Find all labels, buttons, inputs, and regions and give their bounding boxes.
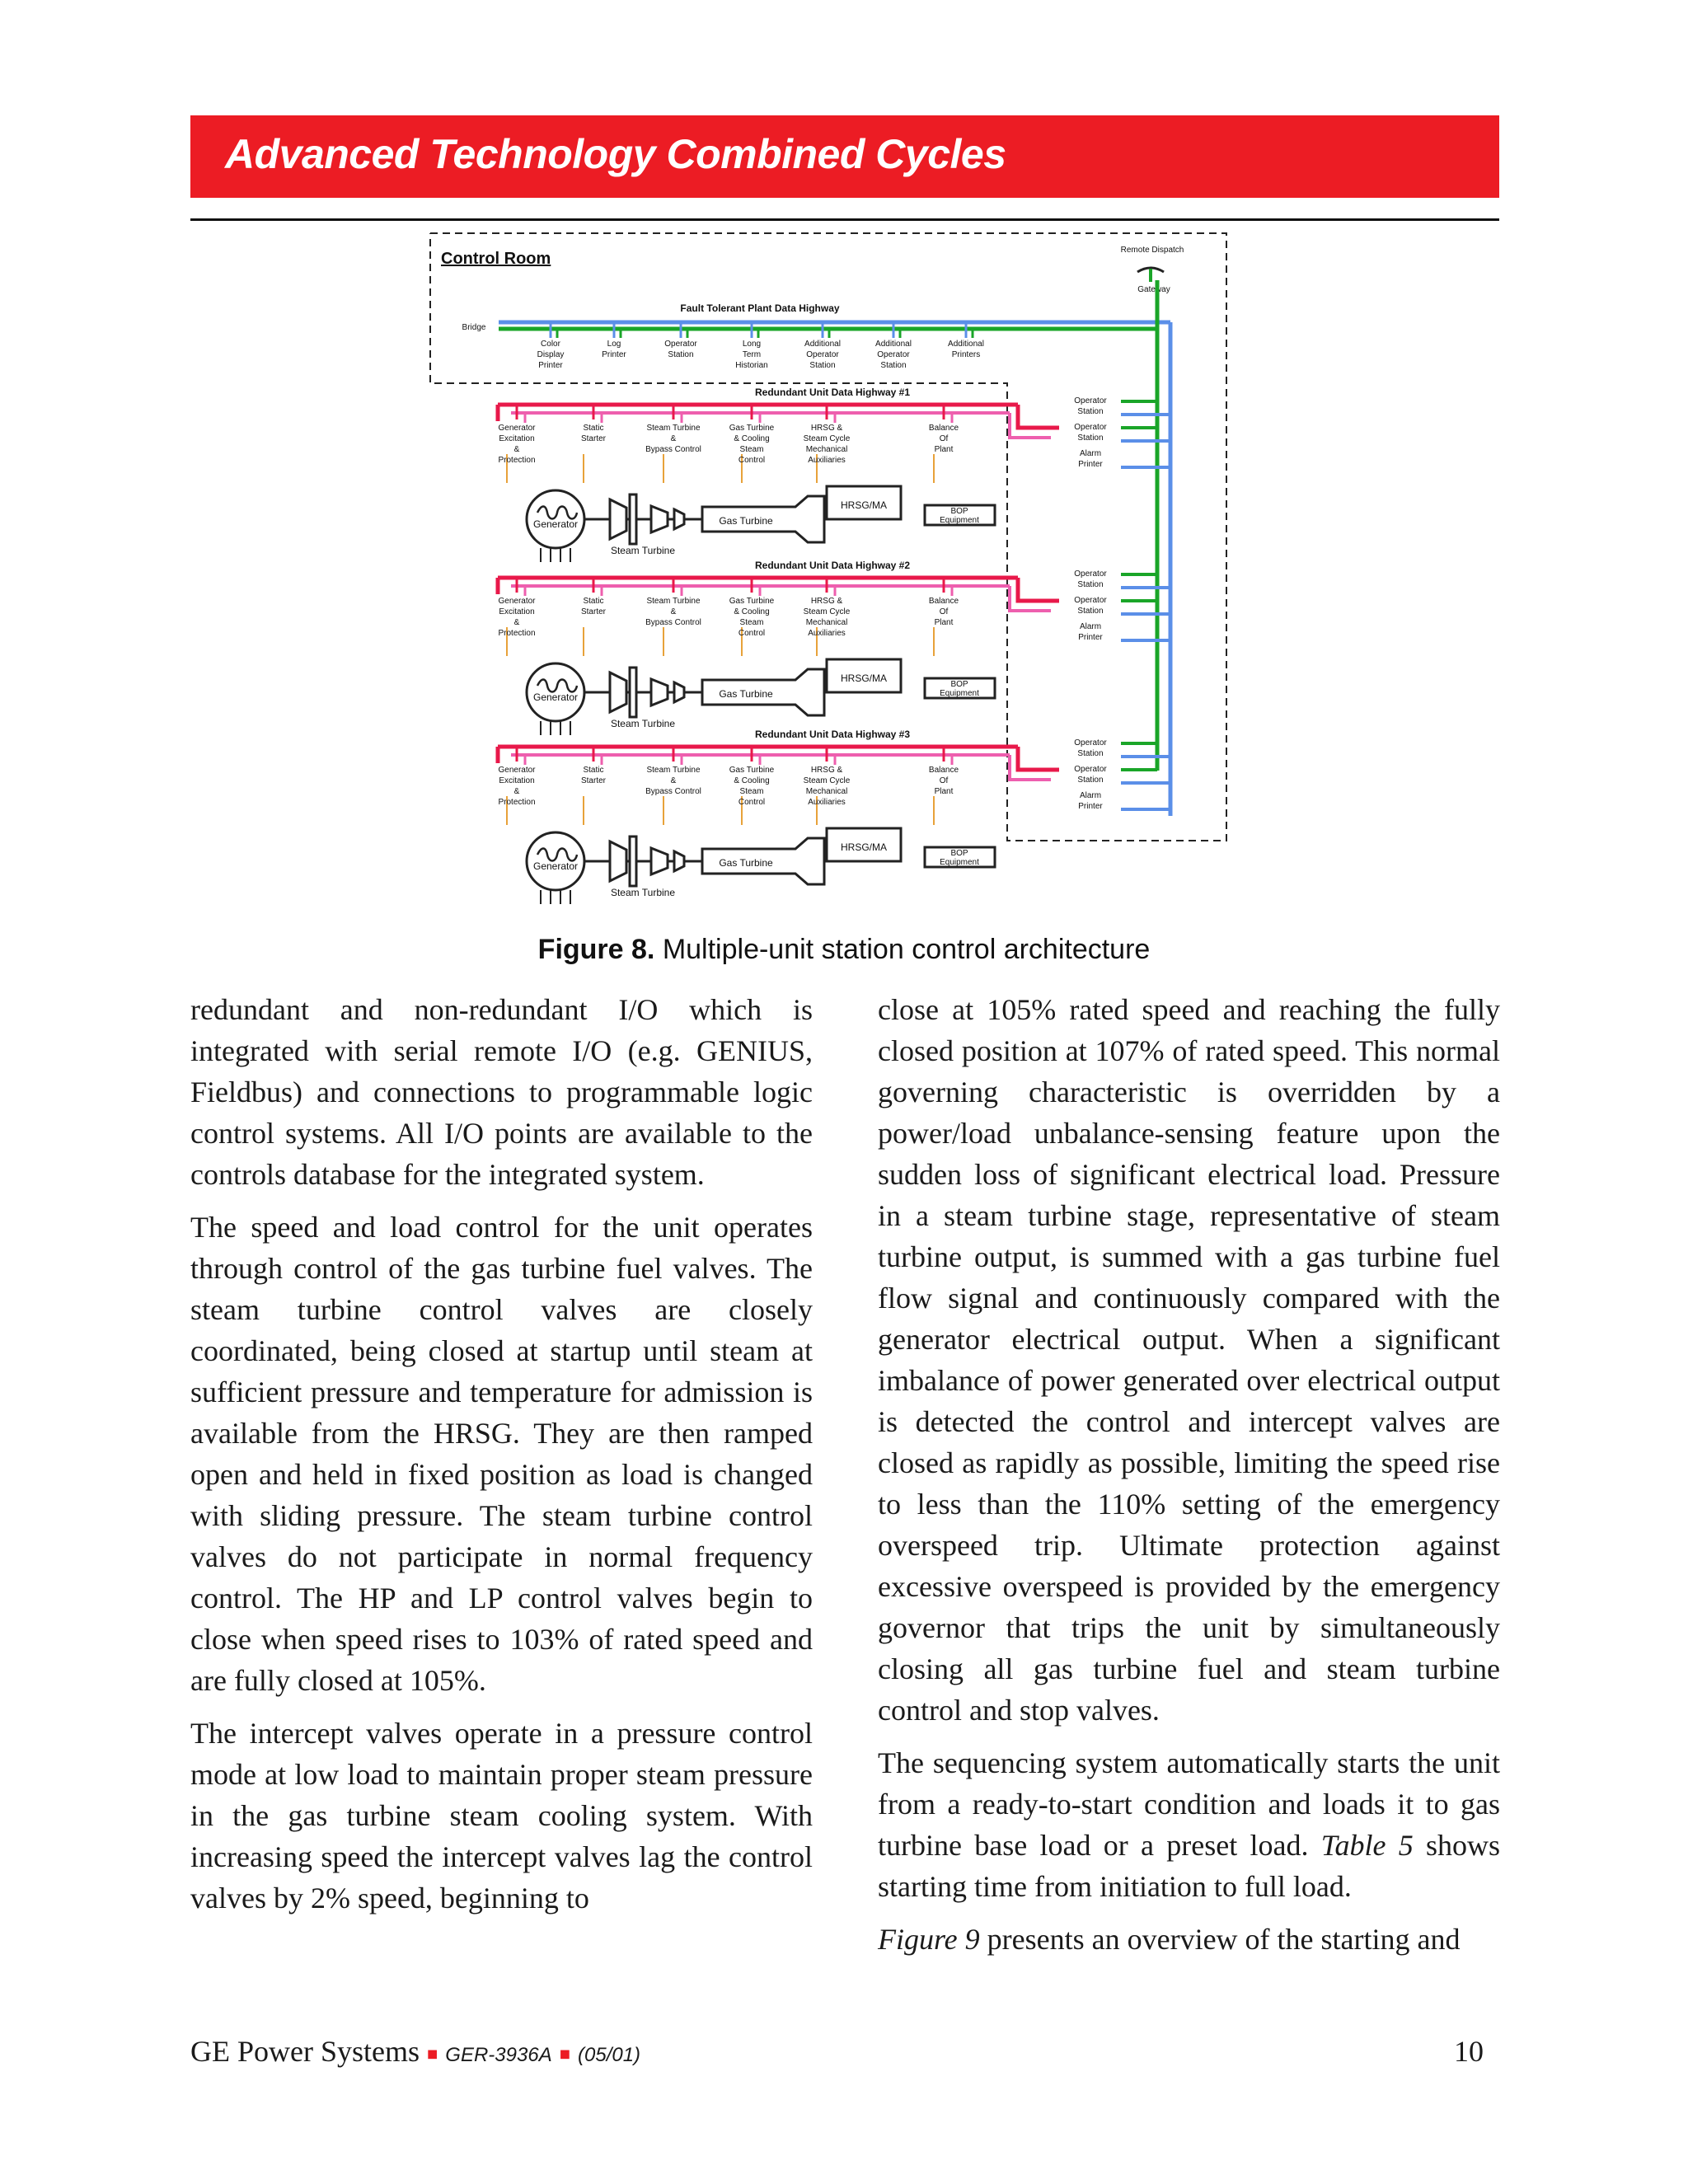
unit-controller-label: Generator [498, 597, 536, 606]
unit-controller-label: Of [939, 434, 949, 443]
unit-side-device-label: Operator [1074, 423, 1107, 432]
figure-caption [0, 934, 1688, 966]
generator-label: Generator [532, 691, 579, 703]
unit-controller-label: Plant [934, 445, 954, 454]
unit-side-device-label: Alarm [1079, 622, 1102, 631]
unit-controller-label: Steam Cycle [803, 607, 851, 616]
unit-controller-label: Gas Turbine [729, 597, 775, 606]
unit-controller-label: & [670, 434, 677, 443]
unit-controller-label: Gas Turbine [729, 424, 775, 433]
bop-label: Equipment [940, 689, 979, 698]
generator-label: Generator [532, 518, 579, 530]
unit-controller-label: Protection [498, 629, 536, 638]
unit-side-device-label: Operator [1074, 765, 1107, 774]
steam-turbine-ip-icon [630, 668, 636, 717]
unit-side-device-label: Station [1077, 407, 1104, 416]
unit-controller-label: Steam Turbine [646, 597, 701, 606]
steam-turbine-lp-icon [674, 851, 684, 871]
unit-controller-label: Balance [928, 424, 959, 433]
steam-turbine-label: Steam Turbine [610, 887, 676, 898]
unit-controller-label: & [513, 445, 520, 454]
device-label: Operator [877, 350, 910, 359]
steam-turbine-ip-icon [630, 494, 636, 544]
remote-dispatch-label: Remote Dispatch [1120, 246, 1184, 255]
paragraph: The intercept valves operate in a pressure control mode at low load to maintain proper steam pressure in the gas turbine steam cooling system. With increasing speed the intercept valves lag the control valves by 2% speed, beginning to [190, 1717, 813, 1915]
figure-reference: Figure 9 [878, 1923, 980, 1956]
steam-turbine-hp-icon [610, 841, 626, 881]
steam-turbine-lp-icon [674, 509, 684, 529]
unit-side-device-label: Station [1077, 607, 1104, 616]
bop-label: Equipment [940, 516, 979, 525]
bridge-label: Bridge [462, 323, 486, 332]
unit-controller-label: Control [738, 798, 766, 807]
unit-controller-label: HRSG & [810, 766, 843, 775]
bop-label: BOP [950, 849, 968, 858]
device-label: Operator [664, 340, 697, 349]
unit-controller-label: Static [583, 766, 604, 775]
fault-tolerant-highway-label: Fault Tolerant Plant Data Highway [680, 302, 840, 314]
unit-controller-label: Bypass Control [645, 618, 701, 627]
unit-controller-label: Static [583, 424, 604, 433]
unit-controller-label: Excitation [499, 776, 535, 785]
device-label: Additional [804, 340, 841, 349]
footer-document-code: GER-3936A [445, 2044, 552, 2066]
unit-controller-label: Starter [580, 434, 607, 443]
unit-controller-label: Generator [498, 766, 536, 775]
unit-side-device-label: Station [1077, 434, 1104, 443]
unit-side-device-label: Operator [1074, 596, 1107, 605]
unit-side-device-label: Printer [1078, 802, 1103, 811]
steam-turbine-lp-icon [651, 679, 668, 705]
device-label: Printers [951, 350, 981, 359]
unit-controller-label: Balance [928, 597, 959, 606]
unit-controller-label: Steam [739, 445, 764, 454]
unit-controller-label: Static [583, 597, 604, 606]
unit-controller-label: Mechanical [805, 445, 848, 454]
unit-controller-label: HRSG & [810, 597, 843, 606]
gas-turbine-label: Gas Turbine [719, 688, 773, 700]
figure-caption-text: Multiple-unit station control architecture [662, 934, 1151, 965]
device-label: Log [607, 340, 621, 349]
bop-label: BOP [950, 680, 968, 689]
unit-controller-label: Balance [928, 766, 959, 775]
unit-controller-label: Bypass Control [645, 445, 701, 454]
device-label: Display [537, 350, 565, 359]
unit-controller-label: Excitation [499, 434, 535, 443]
unit-controller-label: Steam Turbine [646, 766, 701, 775]
unit-controller-label: Control [738, 629, 766, 638]
footer-company: GE Power Systems [190, 2035, 420, 2068]
steam-turbine-label: Steam Turbine [610, 718, 676, 729]
unit-side-device-label: Operator [1074, 396, 1107, 405]
paragraph [878, 1742, 1500, 1907]
device-label: Operator [806, 350, 839, 359]
footer-date: (05/01) [578, 2044, 641, 2066]
unit-highway-label: Redundant Unit Data Highway #1 [754, 387, 911, 398]
unit-controller-label: & Cooling [734, 434, 770, 443]
device-label: Station [809, 361, 836, 370]
device-label: Printer [538, 361, 563, 370]
unit-controller-label: & [513, 618, 520, 627]
unit-side-device-label: Station [1077, 580, 1104, 589]
unit-highway-red [1018, 578, 1059, 601]
hrsg-label: HRSG/MA [840, 499, 888, 511]
gas-turbine-label: Gas Turbine [719, 515, 773, 527]
gateway-label: Gateway [1137, 285, 1170, 294]
unit-controller-label: Plant [934, 787, 954, 796]
unit-controller-label: Generator [498, 424, 536, 433]
page-footer [190, 2034, 640, 2069]
footer-separator-icon: ■ [559, 2043, 570, 2064]
unit-controller-label: Protection [498, 456, 536, 465]
bop-label: Equipment [940, 858, 979, 867]
unit-controller-label: Gas Turbine [729, 766, 775, 775]
unit-highway-label: Redundant Unit Data Highway #3 [754, 729, 911, 740]
unit-side-device-label: Alarm [1079, 791, 1102, 800]
unit-controller-label: Control [738, 456, 766, 465]
unit-controller-label: Bypass Control [645, 787, 701, 796]
device-label: Term [742, 350, 762, 359]
unit-controller-label: Plant [934, 618, 954, 627]
unit-side-device-label: Printer [1078, 633, 1103, 642]
unit-controller-label: Starter [580, 776, 607, 785]
unit-controller-label: Auxiliaries [808, 629, 846, 638]
device-label: Color [541, 340, 560, 349]
unit-controller-label: Mechanical [805, 618, 848, 627]
unit-controller-label: & [670, 607, 677, 616]
table-reference: Table 5 [1320, 1829, 1414, 1862]
unit-controller-label: HRSG & [810, 424, 843, 433]
device-label: Station [668, 350, 694, 359]
footer-separator-icon: ■ [427, 2043, 438, 2064]
unit-controller-label: Auxiliaries [808, 798, 846, 807]
device-label: Additional [948, 340, 984, 349]
device-label: Station [880, 361, 907, 370]
unit-controller-label: Auxiliaries [808, 456, 846, 465]
unit-controller-label: & Cooling [734, 607, 770, 616]
device-label: Additional [875, 340, 912, 349]
gas-turbine-label: Gas Turbine [719, 857, 773, 869]
unit-controller-label: Steam [739, 787, 764, 796]
page-number: 10 [1454, 2035, 1484, 2068]
steam-turbine-lp-icon [651, 506, 668, 532]
unit-controller-label: & [513, 787, 520, 796]
unit-controller-label: Of [939, 607, 949, 616]
page-header-title: Advanced Technology Combined Cycles [225, 131, 1006, 177]
unit-side-device-label: Operator [1074, 569, 1107, 579]
steam-turbine-label: Steam Turbine [610, 545, 676, 556]
unit-side-device-label: Station [1077, 776, 1104, 785]
steam-turbine-lp-icon [651, 848, 668, 874]
unit-side-device-label: Printer [1078, 460, 1103, 469]
unit-controller-label: Steam Cycle [803, 434, 851, 443]
device-label: Printer [602, 350, 626, 359]
steam-turbine-hp-icon [610, 499, 626, 539]
paragraph: The speed and load control for the unit operates through control of the gas turbine fuel valves. The steam turbine control valves are closely coordinated, being closed at startup until steam at sufficient pressure and temperature for admission is available from the HRSG. They are then ramped open and held in fixed position as load is changed with sliding pressure. The steam turbine control valves do not participate in normal frequency control. The HP and LP control valves begin to close when speed rises to 103% of rated speed and are fully closed at 105%. [190, 1211, 813, 1697]
device-label: Long [742, 340, 762, 349]
hrsg-label: HRSG/MA [840, 673, 888, 684]
bop-label: BOP [950, 507, 968, 516]
paragraph-text: presents an overview of the starting and [987, 1923, 1461, 1956]
right-column [878, 989, 1500, 1971]
figure-label: Figure 8. [537, 934, 655, 965]
unit-controller-label: Protection [498, 798, 536, 807]
device-label: Historian [735, 361, 768, 370]
control-room-title: Control Room [441, 250, 551, 268]
unit-controller-label: Mechanical [805, 787, 848, 796]
unit-side-device-label: Station [1077, 749, 1104, 758]
unit-controller-label: Excitation [499, 607, 535, 616]
left-column [190, 989, 813, 1930]
unit-highway-label: Redundant Unit Data Highway #2 [754, 560, 911, 571]
unit-controller-label: Starter [580, 607, 607, 616]
paragraph-text: The sequencing system automatically starts the unit from a ready-to-start condition and loads it to gas turbine base load or a preset load. [878, 1746, 1500, 1862]
unit-side-device-label: Operator [1074, 738, 1107, 748]
generator-label: Generator [532, 860, 579, 872]
unit-highway-red [1018, 747, 1059, 770]
paragraph: redundant and non-redundant I/O which is integrated with serial remote I/O (e.g. GENIUS, Fieldbus) and connections to programmable logic control systems. All I/O points are available to the controls database for the integrated system. [190, 993, 813, 1191]
unit-controller-label: Steam [739, 618, 764, 627]
paragraph: close at 105% rated speed and reaching the fully closed position at 107% of rated speed. This normal governing characteristic is overridden by a power/load unbalance-sensing feature upon the sudden loss of significant electrical load. Pressure in a steam turbine stage, representative of steam turbine output, is summed with a gas turbine fuel flow signal and continuously compared with the generator electrical output. When a significant imbalance of power generated over electrical output is detected the control and intercept valves are closed as rapidly as possible, limiting the speed rise to less than the 110% setting of the emergency overspeed trip. Ultimate protection against excessive overspeed is provided by the emergency governor that trips the unit by simultaneously closing all gas turbine fuel and steam turbine control and stop valves. [878, 993, 1500, 1727]
steam-turbine-ip-icon [630, 837, 636, 886]
unit-side-device-label: Alarm [1079, 449, 1102, 458]
unit-controller-label: & Cooling [734, 776, 770, 785]
hrsg-label: HRSG/MA [840, 841, 888, 853]
unit-controller-label: Steam Turbine [646, 424, 701, 433]
unit-controller-label: Steam Cycle [803, 776, 851, 785]
unit-controller-label: & [670, 776, 677, 785]
steam-turbine-lp-icon [674, 682, 684, 702]
unit-controller-label: Of [939, 776, 949, 785]
unit-highway-red [1018, 405, 1059, 428]
steam-turbine-hp-icon [610, 673, 626, 712]
paragraph [878, 1919, 1500, 1960]
paragraph-text: shows starting time from initiation to full load. [878, 1829, 1501, 1903]
